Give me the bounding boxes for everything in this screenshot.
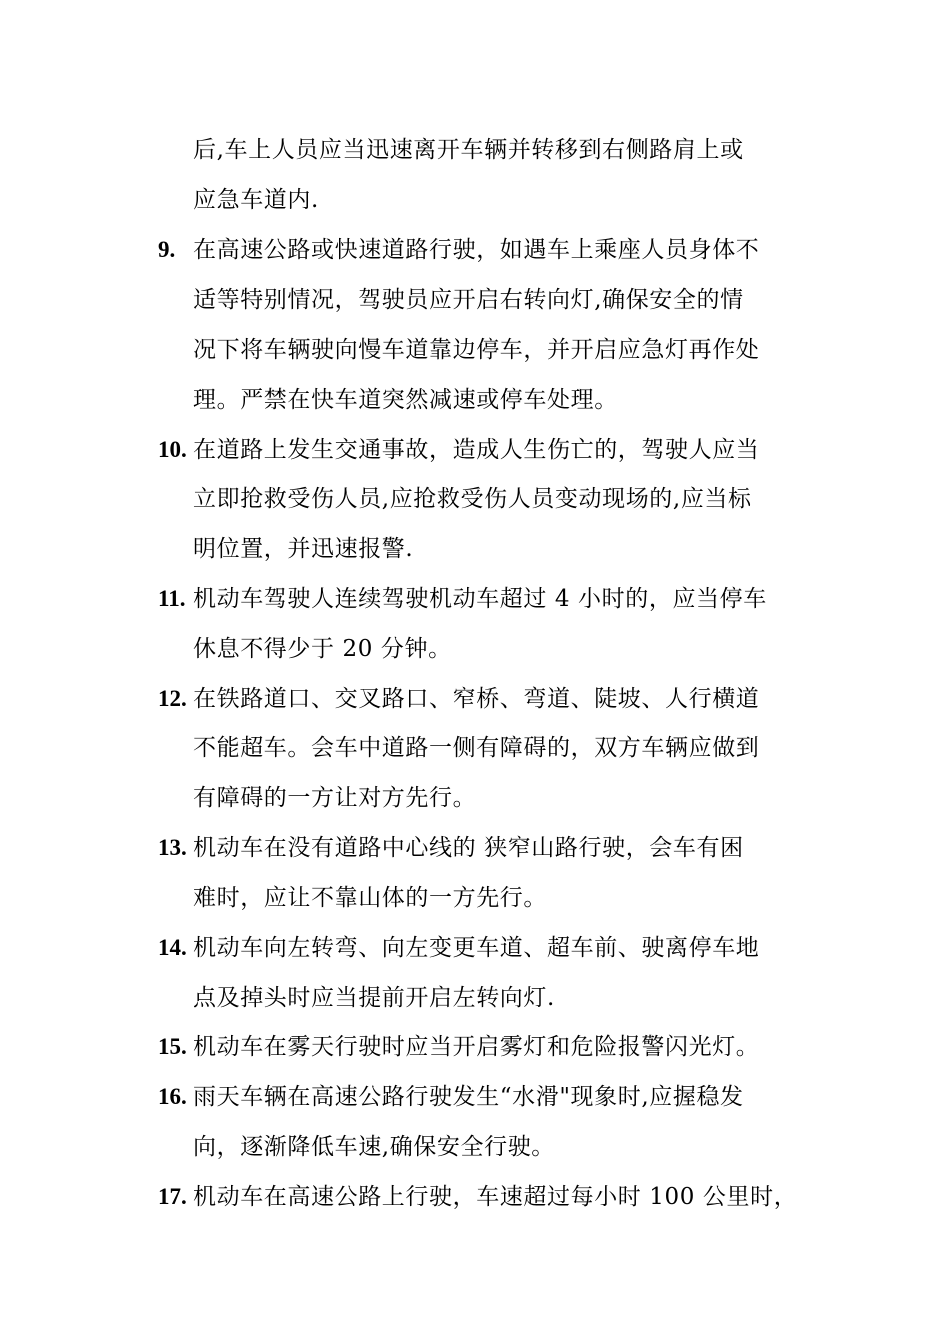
item-number-10: 10.: [158, 437, 187, 462]
item-9-line: 理。严禁在快车道突然减速或停车处理。: [193, 387, 618, 413]
item-13-line: 机动车在没有道路中心线的 狭窄山路行驶，会车有困: [193, 835, 744, 861]
item-number-12: 12.: [158, 686, 187, 711]
item-number-16: 16.: [158, 1084, 187, 1109]
item-14-line: 点及掉头时应当提前开启左转向灯.: [193, 985, 555, 1011]
item-10-line: 立即抢救受伤人员,应抢救受伤人员变动现场的,应当标: [193, 486, 752, 512]
item-number-9: 9.: [158, 237, 176, 262]
item-number-13: 13.: [158, 835, 187, 860]
item-13-line: 难时，应让不靠山体的一方先行。: [193, 885, 547, 911]
item-number-17: 17.: [158, 1184, 187, 1209]
item-10-line: 明位置，并迅速报警.: [193, 536, 414, 562]
item-12-line: 不能超车。会车中道路一侧有障碍的，双方车辆应做到: [193, 735, 760, 761]
continuation-line: 后,车上人员应当迅速离开车辆并转移到右侧路肩上或: [193, 137, 744, 163]
item-9-line: 在高速公路或快速道路行驶，如遇车上乘座人员身体不: [193, 237, 760, 263]
item-number-14: 14.: [158, 935, 187, 960]
item-11-line: 机动车驾驶人连续驾驶机动车超过 4 小时的，应当停车: [193, 586, 767, 612]
item-16-line: 向，逐渐降低车速,确保安全行驶。: [193, 1134, 555, 1160]
item-10-line: 在道路上发生交通事故，造成人生伤亡的，驾驶人应当: [193, 437, 760, 463]
item-11-line: 休息不得少于 20 分钟。: [193, 636, 452, 662]
item-9-line: 适等特别情况，驾驶员应开启右转向灯,确保安全的情: [193, 287, 744, 313]
item-number-15: 15.: [158, 1034, 187, 1059]
item-9-line: 况下将车辆驶向慢车道靠边停车，并开启应急灯再作处: [193, 337, 760, 363]
continuation-line: 应急车道内.: [193, 187, 319, 213]
item-17-line: 机动车在高速公路上行驶，车速超过每小时 100 公里时，: [193, 1184, 798, 1210]
item-number-11: 11.: [158, 586, 186, 611]
item-12-line: 在铁路道口、交叉路口、窄桥、弯道、陡坡、人行横道: [193, 686, 760, 712]
item-16-line: 雨天车辆在高速公路行驶发生“水滑"现象时,应握稳发: [193, 1084, 744, 1110]
item-12-line: 有障碍的一方让对方先行。: [193, 785, 477, 811]
item-15-line: 机动车在雾天行驶时应当开启雾灯和危险报警闪光灯。: [193, 1034, 760, 1060]
item-14-line: 机动车向左转弯、向左变更车道、超车前、驶离停车地: [193, 935, 760, 961]
